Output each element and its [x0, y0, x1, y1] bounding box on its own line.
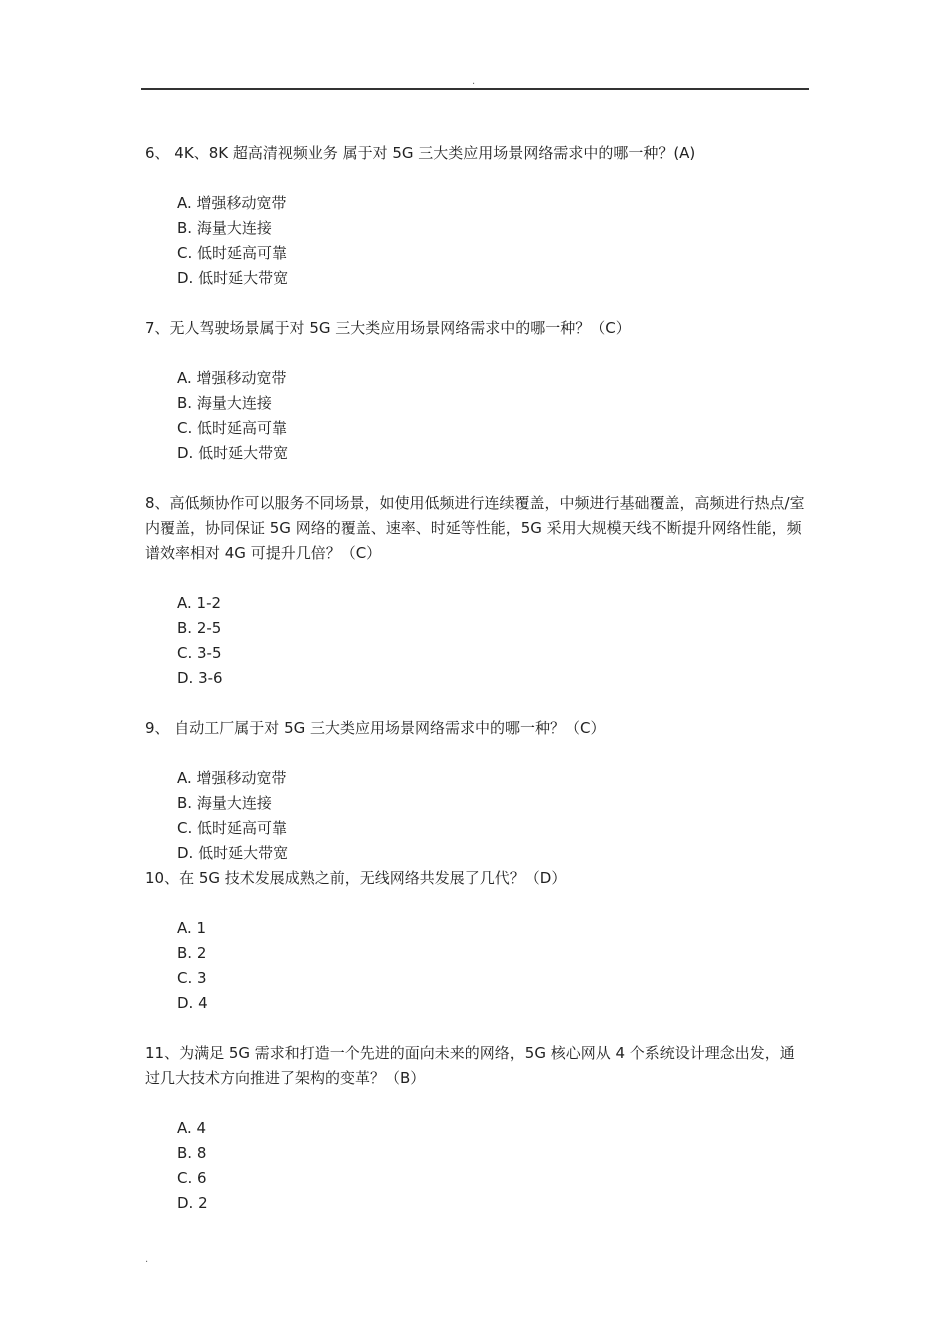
option-a: A. 1-2	[177, 594, 222, 612]
option-b: B. 2-5	[177, 619, 222, 637]
option-b: B. 海量大连接	[177, 794, 272, 812]
option-c: C. 低时延高可靠	[177, 244, 288, 262]
option-d: D. 低时延大带宽	[177, 844, 289, 862]
question-list	[145, 141, 809, 1216]
option-a: A. 增强移动宽带	[177, 369, 287, 387]
question-10: 10、在 5G 技术发展成熟之前，无线网络共发展了几代？（D）	[145, 869, 567, 887]
question-7-options	[177, 366, 809, 466]
option-d: D. 低时延大带宽	[177, 269, 289, 287]
option-c: C. 低时延高可靠	[177, 819, 288, 837]
question-11: 11、为满足 5G 需求和打造一个先进的面向未来的网络，5G 核心网从 4 个系统设计理念出发，通过几大技术方向推进了架构的变革？（B）	[145, 1044, 795, 1087]
question-8: 8、高低频协作可以服务不同场景，如使用低频进行连续覆盖，中频进行基础覆盖，高频进行热点/室内覆盖，协同保证 5G 网络的覆盖、速率、时延等性能，5G 采用大规模天线不断提升网络性能，频谱效率相对 4G 可提升几倍？（C）	[145, 494, 805, 562]
option-c: C. 3-5	[177, 644, 222, 662]
option-d: D. 2	[177, 1194, 208, 1212]
option-a: A. 增强移动宽带	[177, 769, 287, 787]
option-b: B. 海量大连接	[177, 219, 272, 237]
option-a: A. 1	[177, 919, 207, 937]
question-11-options	[177, 1116, 809, 1216]
option-a: A. 增强移动宽带	[177, 194, 287, 212]
question-7: 7、无人驾驶场景属于对 5G 三大类应用场景网络需求中的哪一种？（C）	[145, 319, 631, 337]
option-b: B. 2	[177, 944, 207, 962]
option-b: B. 海量大连接	[177, 394, 272, 412]
question-8-options	[177, 591, 809, 691]
option-b: B. 8	[177, 1144, 207, 1162]
option-d: D. 3-6	[177, 669, 223, 687]
option-a: A. 4	[177, 1119, 207, 1137]
option-d: D. 4	[177, 994, 208, 1012]
option-c: C. 3	[177, 969, 207, 987]
footer-mark: .	[145, 1254, 149, 1265]
question-10-options	[177, 916, 809, 1016]
question-6-options	[177, 191, 809, 291]
option-c: C. 6	[177, 1169, 207, 1187]
header-divider	[141, 88, 809, 90]
option-c: C. 低时延高可靠	[177, 419, 288, 437]
question-9: 9、 自动工厂属于对 5G 三大类应用场景网络需求中的哪一种？（C）	[145, 719, 606, 737]
option-d: D. 低时延大带宽	[177, 444, 289, 462]
question-9-options	[177, 766, 809, 866]
header-mark: .	[472, 76, 476, 87]
question-6: 6、 4K、8K 超高清视频业务 属于对 5G 三大类应用场景网络需求中的哪一种？(A)	[145, 144, 696, 162]
